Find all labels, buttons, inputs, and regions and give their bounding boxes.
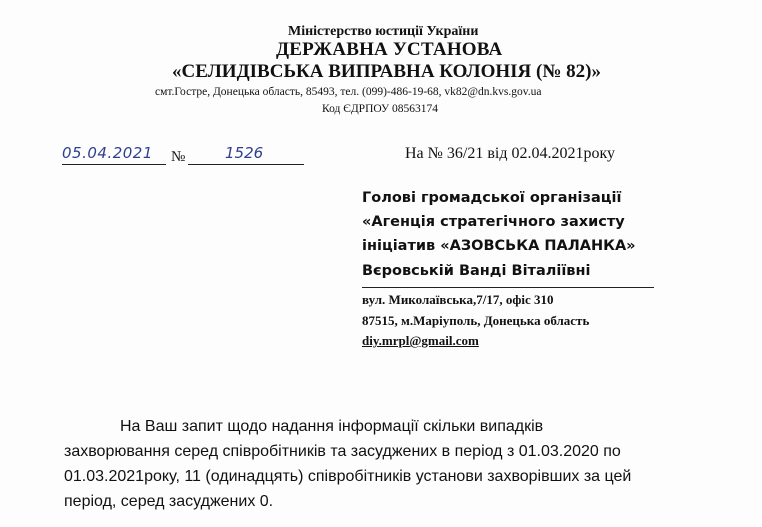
recipient-city: 87515, м.Маріуполь, Донецька область bbox=[362, 313, 590, 328]
institution-name: «СЕЛИДІВСЬКА ВИПРАВНА КОЛОНІЯ (№ 82)» bbox=[172, 61, 602, 82]
outgoing-date: 05.04.2021 bbox=[62, 144, 153, 162]
edrpou-code: Код ЄДРПОУ 08563174 bbox=[322, 103, 439, 115]
body-line-4: період, серед засуджених 0. bbox=[64, 493, 274, 510]
recipient-email[interactable]: diy.mrpl@gmail.com bbox=[362, 333, 479, 348]
body-line-3: 01.03.2021року, 11 (одинадцять) співробітників установи захворівших за цей bbox=[64, 468, 632, 485]
number-sign: № bbox=[171, 149, 186, 165]
outgoing-number: 1526 bbox=[225, 144, 264, 162]
outgoing-date-line bbox=[62, 164, 166, 165]
recipient-name: Вєровській Ванді Віталіївні bbox=[362, 263, 591, 279]
recipient-street: вул. Миколаївська,7/17, офіс 310 bbox=[362, 292, 554, 307]
recipient-org-line-1: «Агенція стратегічного захисту bbox=[362, 214, 625, 230]
reply-reference: На № 36/21 від 02.04.2021року bbox=[405, 145, 616, 162]
recipient-name-underline bbox=[362, 287, 654, 288]
body-line-2: захворювання серед співробітників та засуджених в період з 01.03.2020 по bbox=[64, 443, 621, 460]
recipient-org-line-2: ініціатив «АЗОВСЬКА ПАЛАНКА» bbox=[362, 238, 636, 254]
outgoing-number-line bbox=[188, 164, 304, 165]
institution-type: ДЕРЖАВНА УСТАНОВА bbox=[276, 39, 503, 60]
body-line-1: На Ваш запит щодо надання інформації скільки випадків bbox=[120, 418, 544, 435]
recipient-title: Голові громадської організації bbox=[362, 190, 622, 206]
institution-contacts: смт.Гостре, Донецька область, 85493, тел. (099)-486-19-68, vk82@dn.kvs.gov.ua bbox=[155, 86, 542, 98]
ministry-name: Міністерство юстиції України bbox=[288, 24, 479, 39]
